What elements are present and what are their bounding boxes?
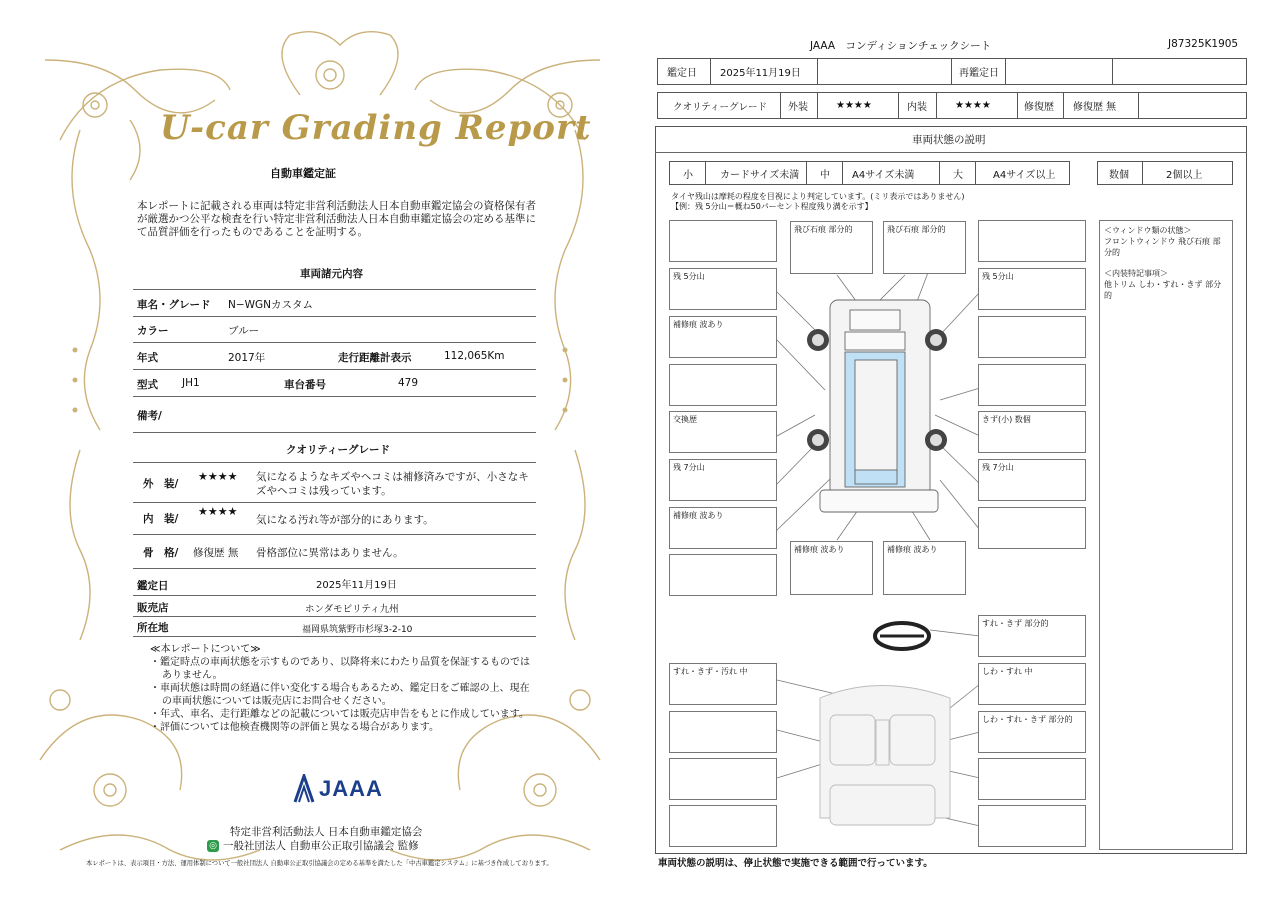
damage-box	[669, 411, 777, 453]
interior-note: すれ・きず 部分的	[982, 619, 1049, 628]
divider	[133, 568, 536, 569]
damage-box	[978, 364, 1086, 406]
appraisal-date-label: 鑑定日	[667, 68, 697, 79]
divider	[133, 616, 536, 617]
interior-box	[978, 663, 1086, 705]
exterior-stars: ★★★★	[836, 100, 872, 111]
window-state-label: ＜ウィンドウ類の状態＞	[1104, 226, 1192, 235]
repair-history-value: 修復歴 無	[1073, 102, 1117, 113]
damage-note: きず(小) 数個	[982, 415, 1031, 424]
document-title: 自動車鑑定証	[270, 167, 336, 180]
date-label: 鑑定日	[137, 580, 169, 592]
damage-note: 交換歴	[673, 415, 697, 424]
damage-note: 補修痕 波あり	[673, 511, 724, 520]
damage-box	[978, 507, 1086, 549]
damage-box	[669, 554, 777, 596]
damage-box	[978, 220, 1086, 262]
exterior-comment: 気になるようなキズやヘコミは補修済みですが、小さなキズやヘコミは残っています。	[256, 471, 529, 497]
note-item: ・鑑定時点の車両状態を示すものであり、以降将来にわたり品質を保証するものではありません。	[150, 657, 530, 681]
model-label: 型式	[137, 379, 158, 391]
frame-value: 修復歴 無	[193, 547, 239, 559]
interior-note: しわ・すれ 中	[982, 667, 1033, 676]
damage-note: 飛び石痕 部分的	[794, 225, 853, 234]
date-value: 2025年11月19日	[316, 580, 397, 591]
tire-note-2: 【例：残 5分山＝概ね50パーセント程度残り溝を示す】	[671, 202, 873, 211]
size-small: 小	[683, 169, 693, 181]
interior-box	[669, 711, 777, 753]
divider	[133, 396, 536, 397]
frame-comment: 骨格部位に異常はありません。	[256, 547, 404, 559]
note-item: ・評価については他検査機関等の評価と異なる場合があります。	[150, 722, 439, 733]
sheet-title: JAAA コンディションチェックシート	[810, 40, 992, 52]
sheet-id: J87325K1905	[1168, 38, 1239, 50]
interior-notes-label: ＜内装特記事項＞	[1104, 269, 1168, 278]
damage-box	[883, 541, 966, 595]
size-small-desc: カードサイズ未満	[720, 169, 800, 181]
intro-paragraph: 本レポートに記載される車両は特定非営利活動法人日本自動車鑑定協会の資格保有者が厳選かつ公平な検査を行い特定非営利活動法人日本自動車鑑定協会の定める基準にて品質評価を行ったものであることを証明する。	[137, 200, 536, 238]
supervisor-name: 一般社団法人 自動車公正取引協議会 監修	[223, 840, 419, 852]
repair-history-label: 修復歴	[1024, 102, 1054, 113]
mileage-label: 走行距離計表示	[338, 352, 412, 364]
window-state-value: フロントウィンドウ 飛び石痕 部分的	[1104, 237, 1221, 257]
damage-note: 残 7分山	[673, 463, 705, 472]
damage-note: 補修痕 波あり	[794, 545, 845, 554]
size-large: 大	[953, 169, 963, 181]
damage-box	[790, 221, 873, 274]
size-large-desc: A4サイズ以上	[993, 169, 1056, 181]
damage-note: 補修痕 波あり	[673, 320, 724, 329]
dealer-value: ホンダモビリティ九州	[305, 604, 399, 615]
fair-trade-mark-icon: ◎	[207, 840, 219, 852]
reappraisal-date-label: 再鑑定日	[959, 68, 999, 79]
mileage-value: 112,065Km	[444, 350, 505, 362]
exterior-label: 外装	[788, 102, 808, 113]
interior-note: すれ・きず・汚れ 中	[673, 667, 748, 676]
jaaa-logo	[293, 774, 383, 804]
quality-grade-label: クオリティーグレード	[673, 101, 768, 113]
tire-note-1: タイヤ残山は摩耗の程度を目視により判定しています。(ミリ表示ではありません)	[671, 192, 965, 201]
spec-heading: 車両諸元内容	[300, 268, 363, 280]
divider	[133, 534, 536, 535]
damage-note: 補修痕 波あり	[887, 545, 938, 554]
damage-box	[978, 459, 1086, 501]
damage-box	[669, 316, 777, 358]
interior-box	[978, 615, 1086, 657]
interior-box	[978, 758, 1086, 800]
interior-notes-value: 他トリム しわ・すれ・きず 部分的	[1104, 280, 1222, 300]
organization-name: 特定非営利活動法人 日本自動車鑑定協会	[230, 826, 423, 838]
damage-box	[790, 541, 873, 595]
interior-comment: 気になる汚れ等が部分的にあります。	[256, 514, 434, 526]
damage-box	[669, 220, 777, 262]
interior-box	[669, 663, 777, 705]
damage-box	[669, 364, 777, 406]
exterior-stars: ★★★★	[198, 470, 238, 483]
exterior-label: 外 装/	[143, 478, 179, 490]
appraisal-date-value: 2025年11月19日	[720, 68, 801, 79]
notes-section	[150, 643, 530, 734]
damage-box	[978, 316, 1086, 358]
remarks-label: 備考/	[137, 410, 162, 422]
chassis-value: 479	[398, 377, 419, 389]
address-label: 所在地	[137, 622, 169, 634]
damage-note: 残 7分山	[982, 463, 1014, 472]
damage-box	[978, 268, 1086, 310]
jaaa-logo-text: JAAA	[319, 776, 383, 801]
address-value: 福岡県筑紫野市杉塚3-2-10	[302, 625, 413, 635]
note-item: ・年式、車名、走行距離などの記載については販売店申告をもとに作成しています。	[150, 709, 529, 720]
script-title: U-car Grading Report	[160, 108, 592, 148]
color-value: ブルー	[228, 325, 260, 337]
divider	[133, 432, 536, 433]
year-label: 年式	[137, 352, 158, 364]
divider	[133, 316, 536, 317]
divider	[133, 369, 536, 370]
divider	[133, 636, 536, 637]
frame-label: 骨 格/	[143, 547, 179, 559]
dealer-label: 販売店	[137, 602, 169, 614]
jaaa-emblem-icon	[293, 774, 315, 804]
sheet-footer: 車両状態の説明は、停止状態で実施できる範囲で行っています。	[658, 858, 933, 869]
interior-stars: ★★★★	[198, 505, 238, 518]
note-item: ・車両状態は時間の経過に伴い変化する場合もあるため、鑑定日をご確認の上、現在の車両状態については販売店にお問合せください。	[150, 683, 530, 707]
damage-note: 残 5分山	[982, 272, 1014, 281]
interior-label: 内装	[907, 102, 927, 113]
condition-check-sheet	[640, 0, 1280, 905]
damage-box	[669, 507, 777, 549]
count-value: 2個以上	[1166, 169, 1203, 181]
divider	[133, 342, 536, 343]
interior-stars: ★★★★	[955, 100, 991, 111]
divider	[133, 595, 536, 596]
divider	[133, 289, 536, 290]
interior-box	[978, 711, 1086, 753]
certificate-footer: 本レポートは、表示項目・方法、運用体制について一般社団法人 自動車公正取引協議会の定める基準を満たした「中古車鑑定システム」に基づき作成しております。	[86, 860, 553, 867]
damage-note: 残 5分山	[673, 272, 705, 281]
state-heading: 車両状態の説明	[912, 133, 986, 146]
car-name-label: 車名・グレード	[137, 299, 211, 311]
interior-box	[669, 805, 777, 847]
interior-label: 内 装/	[143, 513, 179, 525]
grade-heading: クオリティーグレード	[286, 444, 390, 456]
car-name-value: N−WGNカスタム	[228, 299, 314, 311]
damage-box	[669, 268, 777, 310]
color-label: カラー	[137, 325, 169, 337]
year-value: 2017年	[228, 352, 266, 364]
notes-heading: ≪本レポートについて≫	[150, 644, 261, 655]
damage-box	[978, 411, 1086, 453]
damage-box	[883, 221, 966, 274]
count-label: 数個	[1109, 169, 1129, 181]
interior-box	[978, 805, 1086, 847]
special-notes-box	[1099, 220, 1233, 850]
interior-box	[669, 758, 777, 800]
supervisor-line	[207, 838, 419, 853]
chassis-label: 車台番号	[284, 379, 326, 391]
model-value: JH1	[182, 377, 200, 389]
interior-note: しわ・すれ・きず 部分的	[982, 715, 1073, 724]
size-mid-desc: A4サイズ未満	[852, 169, 915, 181]
damage-box	[669, 459, 777, 501]
divider	[133, 462, 536, 463]
divider	[133, 502, 536, 503]
damage-note: 飛び石痕 部分的	[887, 225, 946, 234]
size-mid: 中	[820, 169, 830, 181]
